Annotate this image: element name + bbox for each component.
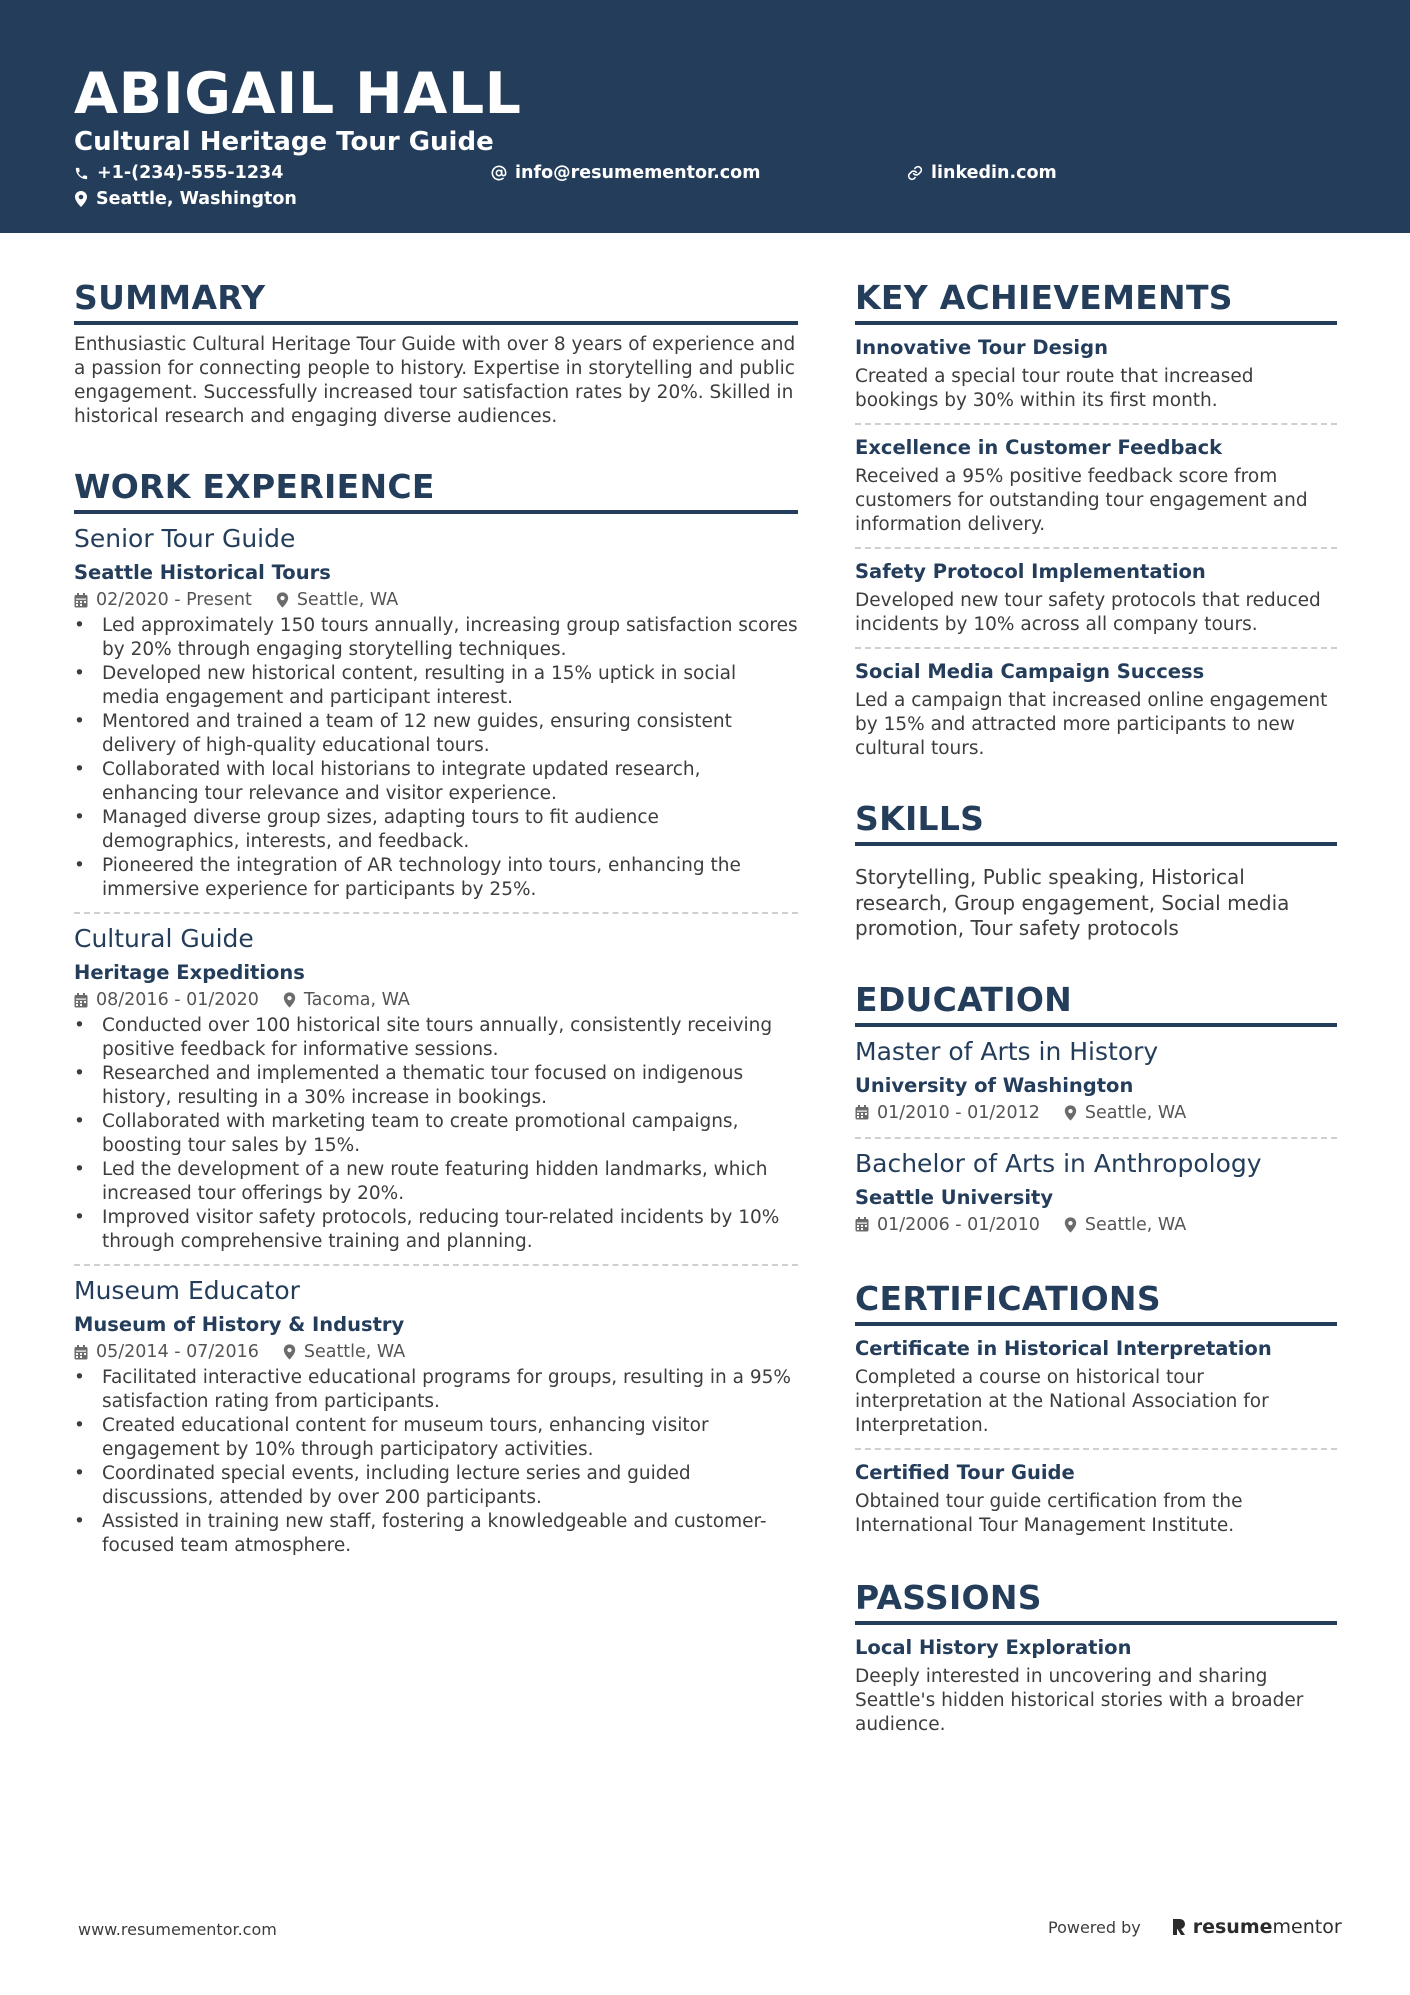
job-company: Seattle Historical Tours bbox=[74, 561, 331, 584]
location: Seattle, WA bbox=[1084, 1214, 1187, 1235]
achievement-item bbox=[855, 547, 1337, 647]
left-column bbox=[74, 278, 798, 1568]
summary-section bbox=[74, 278, 798, 429]
calendar-icon bbox=[74, 993, 88, 1008]
passions-section bbox=[855, 1578, 1337, 1747]
achievement-item bbox=[855, 423, 1337, 547]
job-entry bbox=[74, 1264, 798, 1568]
achievement-item bbox=[855, 647, 1337, 771]
job-bullet: • Developed new historical content, resulting in a 15% uptick in social media engagement and participant interest. bbox=[74, 662, 798, 710]
achievement-item bbox=[855, 325, 1337, 423]
summary-heading: SUMMARY bbox=[74, 278, 798, 325]
job-entry bbox=[74, 912, 798, 1264]
date-range: 01/2006 - 01/2010 bbox=[877, 1214, 1040, 1235]
certification-item bbox=[855, 1448, 1337, 1548]
date-range: 05/2014 - 07/2016 bbox=[96, 1342, 259, 1362]
linkedin-link[interactable]: linkedin.com bbox=[931, 163, 1057, 183]
location: Seattle, WA bbox=[1084, 1102, 1187, 1123]
passions-list bbox=[855, 1625, 1337, 1747]
achievement-description: Developed new tour safety protocols that reduced incidents by 10% across all company tours. bbox=[855, 590, 1321, 635]
job-company: Museum of History & Industry bbox=[74, 1313, 405, 1336]
calendar-icon bbox=[855, 1217, 869, 1232]
location-pin-icon bbox=[283, 1344, 296, 1360]
footer-website[interactable]: www.resumementor.com bbox=[78, 1920, 277, 1939]
location-text: Seattle, Washington bbox=[96, 189, 297, 209]
location-pin-icon bbox=[1064, 1105, 1077, 1121]
contact-location bbox=[74, 188, 297, 210]
job-bullet: • Mentored and trained a team of 12 new guides, ensuring consistent delivery of high-quality educational tours. bbox=[74, 710, 798, 758]
achievement-description: Created a special tour route that increased bookings by 30% within its first month. bbox=[855, 366, 1254, 411]
job-bullet: • Researched and implemented a thematic tour focused on indigenous history, resulting in a 30% increase in bookings. bbox=[74, 1062, 798, 1110]
job-bullet: • Pioneered the integration of AR technology into tours, enhancing the immersive experience for participants by 25%. bbox=[74, 854, 798, 902]
job-bullet: • Assisted in training new staff, fostering a knowledgeable and customer-focused team atmosphere. bbox=[74, 1510, 798, 1558]
education-entry bbox=[855, 1137, 1337, 1249]
job-role: Museum Educator bbox=[74, 1276, 300, 1305]
certifications-section bbox=[855, 1279, 1337, 1548]
passion-description: Deeply interested in uncovering and sharing Seattle's hidden historical stories with a broader audience. bbox=[855, 1665, 1304, 1735]
degree: Master of Arts in History bbox=[855, 1036, 1159, 1066]
passion-title: Local History Exploration bbox=[855, 1635, 1132, 1659]
skills-text: Storytelling, Public speaking, Historical research, Group engagement, Social media promotion, Tour safety protocols bbox=[855, 865, 1290, 940]
date-location-row bbox=[855, 1101, 1337, 1125]
brand-logo[interactable] bbox=[1171, 1916, 1342, 1938]
date-location-row bbox=[74, 1340, 798, 1364]
achievement-description: Led a campaign that increased online engagement by 15% and attracted more participants to new cultural tours. bbox=[855, 690, 1328, 759]
job-entry bbox=[74, 524, 798, 912]
job-bullet: • Coordinated special events, including lecture series and guided discussions, attended by over 200 participants. bbox=[74, 1462, 798, 1510]
summary-text: Enthusiastic Cultural Heritage Tour Guide with over 8 years of experience and a passion for connecting people to history. Expertise in storytelling and public engagement. Successfully increased tour satisfaction rates by 20%. Skilled in historical research and engaging diverse audiences. bbox=[74, 334, 796, 427]
job-bullets bbox=[74, 614, 798, 902]
achievements-section bbox=[855, 278, 1337, 771]
job-company: Heritage Expeditions bbox=[74, 961, 305, 984]
phone-icon bbox=[74, 166, 89, 181]
date-location-row bbox=[74, 988, 798, 1012]
calendar-icon bbox=[74, 1345, 88, 1360]
location: Tacoma, WA bbox=[303, 990, 410, 1010]
school: Seattle University bbox=[855, 1185, 1054, 1209]
certification-description: Obtained tour guide certification from the International Tour Management Institute. bbox=[855, 1490, 1243, 1536]
footer-branding bbox=[1048, 1916, 1342, 1938]
achievement-title: Safety Protocol Implementation bbox=[855, 560, 1206, 583]
date-location-row bbox=[74, 588, 798, 612]
phone-text[interactable]: +1-(234)-555-1234 bbox=[97, 163, 284, 183]
resume-header bbox=[0, 0, 1410, 233]
brand-bold: resume bbox=[1192, 1916, 1273, 1938]
job-bullet: • Collaborated with marketing team to create promotional campaigns, boosting tour sales by 15%. bbox=[74, 1110, 798, 1158]
calendar-icon bbox=[74, 593, 88, 608]
certification-title: Certified Tour Guide bbox=[855, 1460, 1075, 1484]
job-bullet: • Facilitated interactive educational programs for groups, resulting in a 95% satisfaction rating from participants. bbox=[74, 1366, 798, 1414]
degree: Bachelor of Arts in Anthropology bbox=[855, 1148, 1262, 1178]
experience-section bbox=[74, 467, 798, 1568]
school: University of Washington bbox=[855, 1073, 1134, 1097]
contact-phone bbox=[74, 162, 283, 184]
powered-by-text: Powered by bbox=[1048, 1917, 1141, 1937]
job-role: Senior Tour Guide bbox=[74, 524, 296, 553]
achievements-list bbox=[855, 325, 1337, 771]
passion-item bbox=[855, 1625, 1337, 1747]
link-icon bbox=[907, 165, 923, 181]
brand-light: mentor bbox=[1272, 1916, 1342, 1938]
candidate-name: ABIGAIL HALL bbox=[74, 61, 522, 127]
achievement-description: Received a 95% positive feedback score from customers for outstanding tour engagement and information delivery. bbox=[855, 466, 1308, 535]
job-bullets bbox=[74, 1366, 798, 1558]
location-pin-icon bbox=[283, 992, 296, 1008]
education-list bbox=[855, 1027, 1337, 1249]
date-range: 01/2010 - 01/2012 bbox=[877, 1102, 1040, 1123]
certification-description: Completed a course on historical tour interpretation at the National Association for Interpretation. bbox=[855, 1366, 1269, 1436]
passions-heading: PASSIONS bbox=[855, 1578, 1337, 1625]
at-sign-icon bbox=[491, 165, 507, 181]
job-bullet: • Collaborated with local historians to integrate updated research, enhancing tour relevance and visitor experience. bbox=[74, 758, 798, 806]
job-bullet: • Led the development of a new route featuring hidden landmarks, which increased tour offerings by 20%. bbox=[74, 1158, 798, 1206]
education-heading: EDUCATION bbox=[855, 980, 1337, 1027]
location-pin-icon bbox=[74, 191, 88, 207]
skills-heading: SKILLS bbox=[855, 799, 1337, 846]
certification-item bbox=[855, 1326, 1337, 1448]
job-bullet: • Led approximately 150 tours annually, increasing group satisfaction scores by 20% through engaging storytelling techniques. bbox=[74, 614, 798, 662]
jobs-list bbox=[74, 524, 798, 1568]
job-bullet: • Improved visitor safety protocols, reducing tour-related incidents by 10% through comprehensive training and planning. bbox=[74, 1206, 798, 1254]
job-bullet: • Managed diverse group sizes, adapting tours to fit audience demographics, interests, and feedback. bbox=[74, 806, 798, 854]
contact-email bbox=[491, 162, 760, 184]
achievements-heading: KEY ACHIEVEMENTS bbox=[855, 278, 1337, 325]
certifications-heading: CERTIFICATIONS bbox=[855, 1279, 1337, 1326]
education-entry bbox=[855, 1027, 1337, 1137]
job-role: Cultural Guide bbox=[74, 924, 254, 953]
location-pin-icon bbox=[1064, 1217, 1077, 1233]
contact-linkedin bbox=[907, 162, 1057, 184]
date-range: 08/2016 - 01/2020 bbox=[96, 990, 259, 1010]
right-column bbox=[855, 278, 1337, 1747]
candidate-title: Cultural Heritage Tour Guide bbox=[74, 127, 494, 157]
calendar-icon bbox=[855, 1105, 869, 1120]
skills-section bbox=[855, 799, 1337, 942]
date-range: 02/2020 - Present bbox=[96, 590, 252, 610]
date-location-row bbox=[855, 1213, 1337, 1237]
experience-heading: WORK EXPERIENCE bbox=[74, 467, 798, 514]
achievement-title: Social Media Campaign Success bbox=[855, 660, 1205, 683]
location: Seattle, WA bbox=[303, 1342, 406, 1362]
resumementor-logo-icon bbox=[1171, 1917, 1187, 1937]
email-link[interactable]: info@resumementor.com bbox=[515, 163, 761, 183]
location-pin-icon bbox=[276, 592, 289, 608]
certification-title: Certificate in Historical Interpretation bbox=[855, 1336, 1272, 1360]
job-bullet: • Created educational content for museum tours, enhancing visitor engagement by 10% through participatory activities. bbox=[74, 1414, 798, 1462]
certifications-list bbox=[855, 1326, 1337, 1548]
job-bullets bbox=[74, 1014, 798, 1254]
location: Seattle, WA bbox=[296, 590, 399, 610]
education-section bbox=[855, 980, 1337, 1249]
achievement-title: Innovative Tour Design bbox=[855, 336, 1108, 359]
achievement-title: Excellence in Customer Feedback bbox=[855, 436, 1223, 459]
job-bullet: • Conducted over 100 historical site tours annually, consistently receiving positive feedback for informative sessions. bbox=[74, 1014, 798, 1062]
